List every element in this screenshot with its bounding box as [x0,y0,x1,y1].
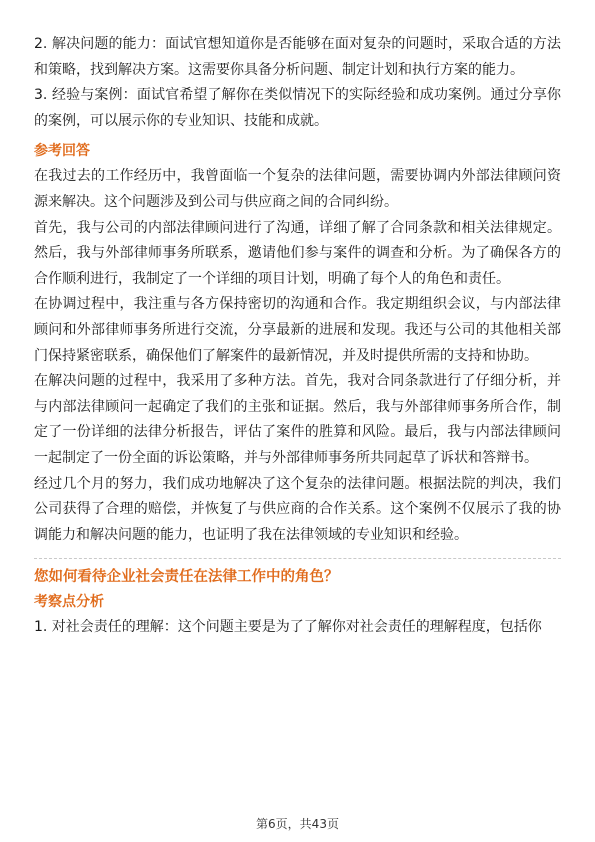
question-title: 您如何看待企业社会责任在法律工作中的角色？ [34,569,339,586]
answer-paragraph-2: 首先，我与公司的内部法律顾问进行了沟通，详细了解了合同条款和相关法律规定。然后，我与外部律师事务所联系，邀请他们参与案件的调查和分析。为了确保各方的合作顺利进行，我制定了一个详细的项目计划，明确了每个人的角色和责任。 [34,219,561,287]
answer-paragraph-3: 在协调过程中，我注重与各方保持密切的沟通和合作。我定期组织会议，与内部法律顾问和外部律师事务所进行交流，分享最新的进展和发现。我还与公司的其他相关部门保持紧密联系，确保他们了解案件的最新情况，并及时提供所需的支持和协助。 [34,296,561,364]
section-divider [34,558,561,559]
answer-paragraph-5: 经过几个月的努力，我们成功地解决了这个复杂的法律问题。根据法院的判决，我们公司获得了合理的赔偿，并恢复了与供应商的合作关系。这个案例不仅展示了我的协调能力和解决问题的能力，也证明了我在法律领域的专业知识和经验。 [34,475,561,543]
reference-answer-heading: 参考回答 [34,143,90,160]
analysis-heading: 考察点分析 [34,594,104,611]
point-2-paragraph: 2. 解决问题的能力：面试官想知道你是否能够在面对复杂的问题时，采取合适的方法和策略，找到解决方案。这需要你具备分析问题、制定计划和执行方案的能力。 [34,36,561,78]
analysis-point-1: 1. 对社会责任的理解：这个问题主要是为了了解你对社会责任的理解程度，包括你 [34,619,542,636]
page-footer: 第6页，共43页 [256,817,339,831]
point-3-paragraph: 3. 经验与案例：面试官希望了解你在类似情况下的实际经验和成功案例。通过分享你的案例，可以展示你的专业知识、技能和成就。 [34,87,561,129]
answer-paragraph-4: 在解决问题的过程中，我采用了多种方法。首先，我对合同条款进行了仔细分析，并与内部法律顾问一起确定了我们的主张和证据。然后，我与外部律师事务所合作，制定了一份详细的法律分析报告，评估了案件的胜算和风险。最后，我与内部法律顾问一起制定了一份全面的诉讼策略，并与外部律师事务所共同起草了诉状和答辩书。 [34,373,561,466]
answer-paragraph-1: 在我过去的工作经历中，我曾面临一个复杂的法律问题，需要协调内外部法律顾问资源来解决。这个问题涉及到公司与供应商之间的合同纠纷。 [34,168,561,210]
